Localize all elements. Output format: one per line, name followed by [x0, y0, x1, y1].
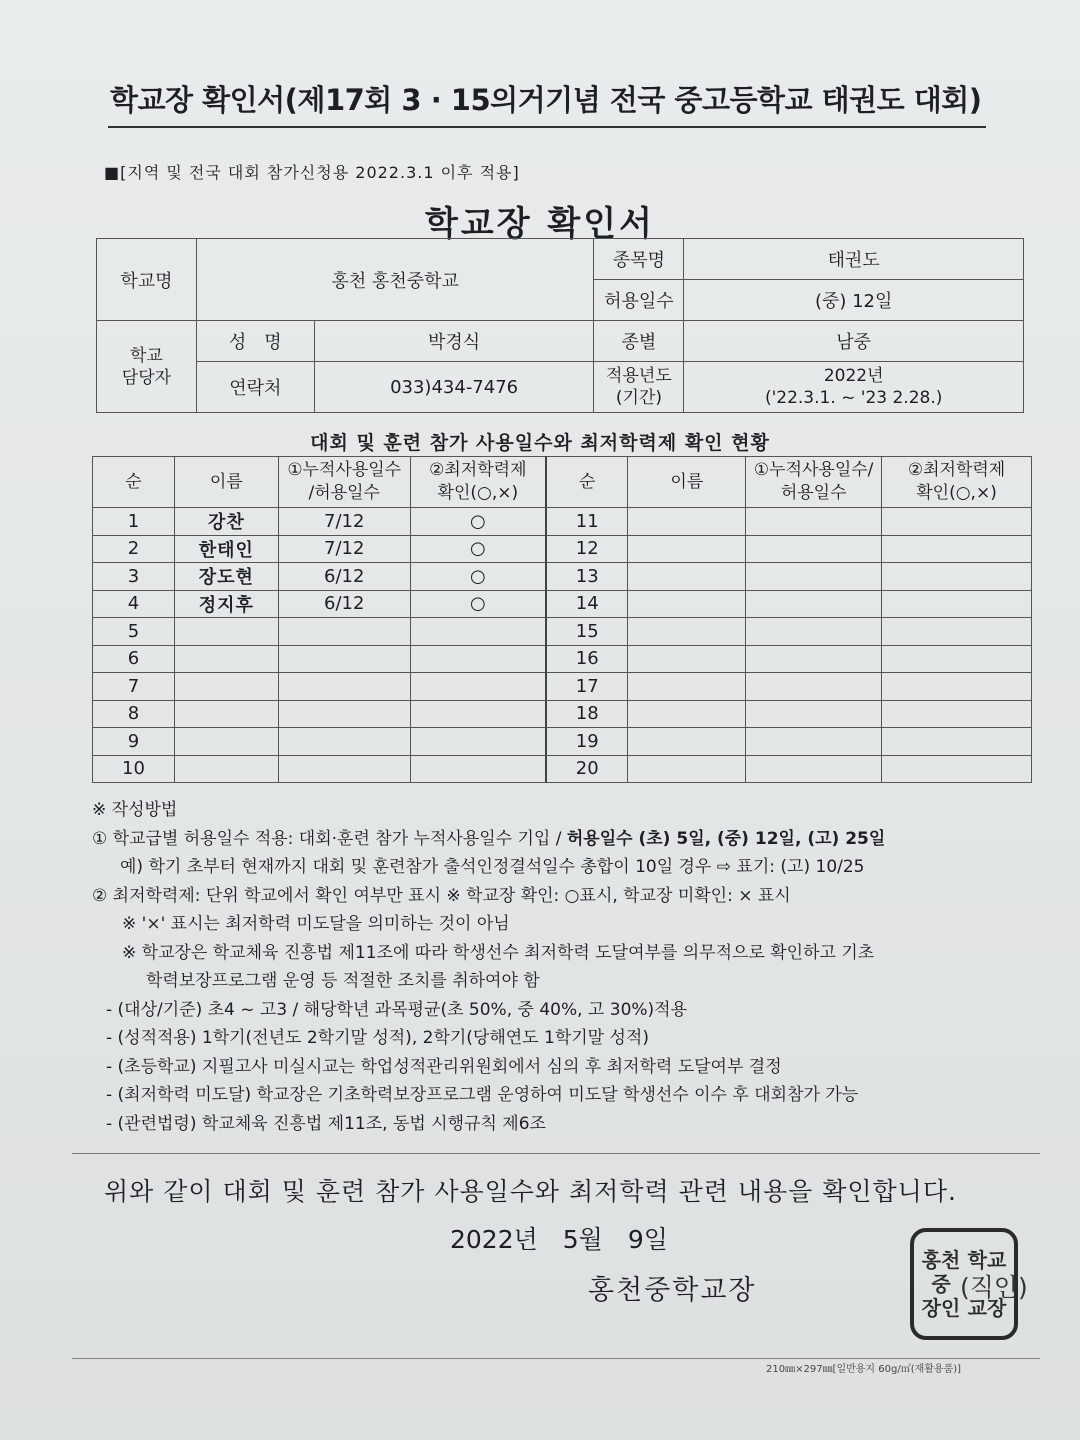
row-name	[174, 755, 278, 783]
row-check-right	[882, 645, 1032, 673]
contact-phone-label: 연락처	[196, 362, 314, 413]
row-no-right: 20	[546, 755, 628, 783]
instruction-dash-5: - (관련법령) 학교체육 진흥법 제11조, 동법 시행규칙 제6조	[106, 1113, 546, 1134]
header-days-left	[278, 457, 410, 508]
row-no: 2	[93, 535, 175, 563]
header-days-right-line2: 허용일수	[780, 483, 847, 503]
row-days-right	[746, 563, 882, 591]
seal-char: 장인	[921, 1296, 961, 1320]
row-name	[174, 645, 278, 673]
row-days-right	[746, 645, 882, 673]
row-name-right	[628, 563, 746, 591]
year-value-line2: ('22.3.1. ~ '23 2.28.)	[764, 388, 943, 408]
instruction-dash-1: - (대상/기준) 초4 ~ 고3 / 해당학년 과목평균(초 50%, 중 40%, 고 30%)적용	[106, 999, 688, 1020]
allowed-days-rule: 허용일수 (초) 5일, (중) 12일, (고) 25일	[566, 828, 886, 849]
row-name-right	[628, 673, 746, 701]
row-days: 7/12	[278, 535, 410, 563]
paper-spec-footer: 210㎜×297㎜[일반용지 60g/㎡(재활용품)]	[766, 1364, 962, 1375]
instructions-heading: ※ 작성방법	[92, 800, 178, 820]
roster-table	[92, 456, 1032, 783]
instruction-dash-2: - (성적적용) 1학기(전년도 2학기말 성적), 2학기(당해연도 1학기말 성적)	[106, 1028, 649, 1048]
row-check-right	[882, 700, 1032, 728]
manager-label	[97, 321, 197, 413]
row-name: 강찬	[174, 508, 278, 536]
instruction-dash-3: - (초등학교) 지필고사 미실시교는 학업성적관리위원회에서 심의 후 최저학력 도달여부 결정	[106, 1056, 782, 1077]
header-days-line2: /허용일수	[308, 483, 380, 503]
row-name-right	[628, 700, 746, 728]
header-days-line1: ①누적사용일수	[287, 460, 402, 480]
confirmation-statement: 위와 같이 대회 및 훈련 참가 사용일수와 최저학력 관련 내용을 확인합니다.	[104, 1177, 957, 1206]
row-no-right: 11	[546, 508, 628, 536]
instruction-note-2: ※ 학교장은 학교체육 진흥법 제11조에 따라 학생선수 최저학력 도달여부를 의무적으로 확인하고 기초	[122, 942, 875, 963]
gender-label: 종별	[594, 321, 684, 362]
header-name-left: 이름	[174, 457, 278, 508]
seal-char: 학교	[967, 1248, 1007, 1272]
row-check-right	[882, 563, 1032, 591]
row-no: 6	[93, 645, 175, 673]
event-value: 태권도	[684, 239, 1024, 280]
row-days-right	[746, 618, 882, 646]
row-no-right: 17	[546, 673, 628, 701]
table-row	[93, 508, 1032, 536]
row-no: 1	[93, 508, 175, 536]
row-days-right	[746, 700, 882, 728]
row-days	[278, 645, 410, 673]
row-name: 장도현	[174, 563, 278, 591]
row-no: 3	[93, 563, 175, 591]
school-name-label: 학교명	[97, 239, 197, 321]
roster-body	[93, 508, 1032, 783]
row-name-right	[628, 590, 746, 618]
row-check-right	[882, 590, 1032, 618]
row-days	[278, 673, 410, 701]
row-no-right: 16	[546, 645, 628, 673]
header-days-right	[746, 457, 882, 508]
row-check	[410, 645, 546, 673]
form-title: 학교장 확인서	[425, 204, 655, 244]
row-no: 7	[93, 673, 175, 701]
row-name	[174, 700, 278, 728]
contact-name-label: 성 명	[196, 321, 314, 362]
roster-header-row	[93, 457, 1032, 508]
table-row	[93, 700, 1032, 728]
row-days	[278, 728, 410, 756]
row-name-right	[628, 728, 746, 756]
table-row	[93, 618, 1032, 646]
row-name-right	[628, 618, 746, 646]
row-check: ○	[410, 535, 546, 563]
roster-section-title: 대회 및 훈련 참가 사용일수와 최저학력제 확인 현황	[310, 432, 770, 454]
row-name-right	[628, 535, 746, 563]
header-check-line2: 확인(○,×)	[437, 483, 519, 503]
row-no: 5	[93, 618, 175, 646]
principal-name: 홍천중학교장	[588, 1275, 757, 1306]
instruction-item-1	[92, 825, 1042, 854]
event-label: 종목명	[594, 239, 684, 280]
header-check-right-line2: 확인(○,×)	[916, 483, 997, 503]
instruction-note-2-cont: 학력보장프로그램 운영 등 적절한 조치를 취하여야 함	[146, 971, 540, 991]
row-days-right	[746, 508, 882, 536]
row-check: ○	[410, 590, 546, 618]
row-check: ○	[410, 563, 546, 591]
row-check	[410, 700, 546, 728]
row-check-right	[882, 728, 1032, 756]
header-days-right-line1: ①누적사용일수/	[753, 460, 874, 480]
row-days	[278, 618, 410, 646]
footer-divider	[72, 1358, 1040, 1359]
row-no: 4	[93, 590, 175, 618]
row-name	[174, 618, 278, 646]
header-check-right-line1: ②최저학력제	[907, 460, 1006, 480]
header-check-right	[882, 457, 1032, 508]
row-no: 8	[93, 700, 175, 728]
row-name	[174, 673, 278, 701]
row-days	[278, 755, 410, 783]
table-row	[93, 590, 1032, 618]
row-name: 정지후	[174, 590, 278, 618]
row-days	[278, 700, 410, 728]
row-name: 한태인	[174, 535, 278, 563]
year-value-line1: 2022년	[823, 366, 884, 386]
school-name-value: 홍천 홍천중학교	[196, 239, 594, 321]
header-no-left: 순	[93, 457, 175, 508]
row-check	[410, 755, 546, 783]
table-row	[93, 755, 1032, 783]
row-days: 6/12	[278, 563, 410, 591]
header-no-right: 순	[546, 457, 628, 508]
seal-note: (직인)	[960, 1273, 1028, 1302]
gender-value: 남중	[684, 321, 1024, 362]
seal-char: 교장	[967, 1296, 1007, 1320]
row-name-right	[628, 508, 746, 536]
instruction-item-2: ② 최저학력제: 단위 학교에서 확인 여부만 표시 ※ 학교장 확인: ○표시, 학교장 미확인: × 표시	[92, 885, 791, 906]
manager-label-line2: 담당자	[121, 367, 172, 388]
application-notice: ■[지역 및 전국 대회 참가신청용 2022.3.1 이후 적용]	[104, 163, 520, 182]
row-check-right	[882, 755, 1032, 783]
row-check: ○	[410, 508, 546, 536]
row-no-right: 18	[546, 700, 628, 728]
year-label-line1: 적용년도	[606, 366, 672, 386]
row-name-right	[628, 645, 746, 673]
table-row	[93, 535, 1032, 563]
header-check-line1: ②최저학력제	[429, 460, 527, 480]
row-check-right	[882, 535, 1032, 563]
row-no-right: 19	[546, 728, 628, 756]
row-days-right	[746, 535, 882, 563]
row-days-right	[746, 755, 882, 783]
row-no: 10	[93, 755, 175, 783]
table-row	[93, 645, 1032, 673]
year-label-line2: (기간)	[615, 388, 662, 408]
row-check	[410, 618, 546, 646]
row-check-right	[882, 508, 1032, 536]
header-divider	[108, 126, 986, 128]
row-no: 9	[93, 728, 175, 756]
table-row	[93, 673, 1032, 701]
info-table	[96, 238, 1024, 413]
row-name-right	[628, 755, 746, 783]
confirmation-divider	[72, 1153, 1040, 1154]
row-no-right: 12	[546, 535, 628, 563]
row-days-right	[746, 728, 882, 756]
row-check	[410, 673, 546, 701]
seal-char: 홍천중	[921, 1248, 961, 1296]
instruction-example: 예) 학기 초부터 현재까지 대회 및 훈련참가 출석인정결석일수 총합이 10일 경우 ⇨ 표기: (고) 10/25	[120, 857, 865, 877]
header-check-left	[410, 457, 546, 508]
manager-label-line1: 학교	[130, 345, 163, 366]
confirmation-date: 2022년 5월 9일	[450, 1225, 668, 1254]
allowed-days-value: (중) 12일	[684, 280, 1024, 321]
row-check	[410, 728, 546, 756]
contact-phone-value: 033)434-7476	[314, 362, 594, 413]
row-days-right	[746, 590, 882, 618]
row-no-right: 15	[546, 618, 628, 646]
row-check-right	[882, 618, 1032, 646]
year-label	[594, 362, 684, 413]
row-no-right: 13	[546, 563, 628, 591]
allowed-days-label: 허용일수	[594, 280, 684, 321]
instruction-note-1: ※ '×' 표시는 최저학력 미도달을 의미하는 것이 아님	[122, 914, 510, 934]
row-no-right: 14	[546, 590, 628, 618]
document-header-title: 학교장 확인서(제17회 3 · 15의거기념 전국 중고등학교 태권도 대회)	[110, 83, 982, 117]
table-row	[93, 563, 1032, 591]
contact-name-value: 박경식	[314, 321, 594, 362]
year-value	[684, 362, 1024, 413]
row-name	[174, 728, 278, 756]
row-days: 6/12	[278, 590, 410, 618]
header-name-right: 이름	[628, 457, 746, 508]
row-days: 7/12	[278, 508, 410, 536]
instructions	[92, 796, 1042, 1138]
row-check-right	[882, 673, 1032, 701]
instruction-item-1-text: ① 학교급별 허용일수 적용: 대회·훈련 참가 누적사용일수 기입 /	[92, 828, 567, 849]
instruction-dash-4: - (최저학력 미도달) 학교장은 기초학력보장프로그램 운영하여 미도달 학생선수 이수 후 대회참가 가능	[106, 1085, 859, 1105]
table-row	[93, 728, 1032, 756]
row-days-right	[746, 673, 882, 701]
